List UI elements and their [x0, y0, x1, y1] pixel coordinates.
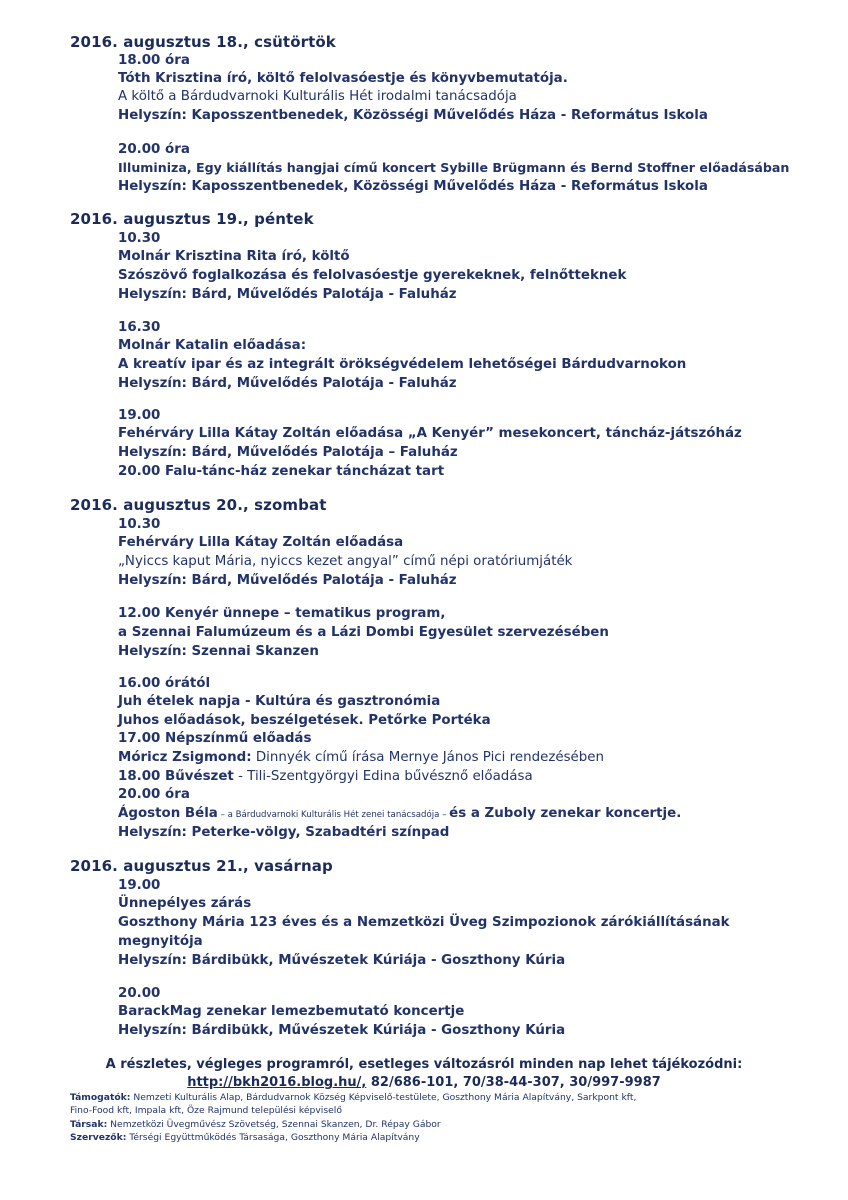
- event-venue: Helyszín: Kaposszentbenedek, Közösségi Művelődés Háza - Református Iskola: [118, 108, 708, 123]
- event-venue: Helyszín: Bárd, Művelődés Palotája - Faluház: [118, 287, 457, 302]
- event-venue: Helyszín: Kaposszentbenedek, Közösségi Művelődés Háza - Református Iskola: [118, 179, 708, 194]
- event-venue: Helyszín: Peterke-völgy, Szabadtéri színpad: [118, 825, 450, 840]
- event-venue: Helyszín: Bárd, Művelődés Palotája - Faluház: [118, 573, 457, 588]
- organizers-label: Szervezők:: [70, 1132, 127, 1143]
- event-title: 18.00 Bűvészet: [118, 769, 234, 784]
- event-description: Juhos előadások, beszélgetések. Petőrke Portéka: [118, 713, 491, 728]
- supporters-label: Támogatók:: [70, 1092, 131, 1103]
- event-line: [118, 749, 604, 767]
- event-title: BarackMag zenekar lemezbemutató koncertje: [118, 1004, 465, 1019]
- event-time: 19.00: [118, 878, 161, 893]
- event-time: 16.30: [118, 320, 161, 335]
- event-title: Ünnepélyes zárás: [118, 896, 252, 911]
- day-heading: 2016. augusztus 20., szombat: [70, 496, 327, 514]
- event-title: és a Zuboly zenekar koncertje.: [449, 806, 682, 821]
- supporters-list-continued: Fino-Food kft, Impala kft, Öze Rajmund települési képviselő: [70, 1105, 342, 1116]
- event-description: „Nyiccs kaput Mária, nyiccs kezet angyal” című népi oratóriumjáték: [118, 554, 573, 569]
- event-venue: Helyszín: Bárd, Művelődés Palotája – Faluház: [118, 445, 458, 460]
- event-description: A költő a Bárdudvarnoki Kulturális Hét irodalmi tanácsadója: [118, 89, 517, 104]
- event-time: 20.00 óra: [118, 142, 190, 157]
- partners-label: Társak:: [70, 1119, 108, 1130]
- partners-list: Nemzetközi Üvegművész Szövetség, Szennai Skanzen, Dr. Répay Gábor: [107, 1119, 441, 1130]
- event-title: Fehérváry Lilla Kátay Zoltán előadása: [118, 535, 404, 550]
- organizers-list: Térségi Együttműködés Társasága, Goszthony Mária Alapítvány: [126, 1132, 420, 1143]
- event-venue: Helyszín: Bárd, Művelődés Palotája - Faluház: [118, 376, 457, 391]
- event-title: Molnár Katalin előadása:: [118, 338, 307, 353]
- info-text: A részletes, végleges programról, esetleges változásról minden nap lehet tájékozódni:: [105, 1057, 743, 1072]
- event-venue: Helyszín: Bárdibükk, Művészetek Kúriája - Goszthony Kúria: [118, 1023, 566, 1038]
- event-description: Goszthony Mária 123 éves és a Nemzetközi Üveg Szimpozionok zárókiállításának: [118, 915, 730, 930]
- event-title: 17.00 Népszínmű előadás: [118, 731, 312, 746]
- event-time: 19.00: [118, 408, 161, 423]
- event-title: Molnár Krisztina Rita író, költő: [118, 249, 350, 264]
- author-name: Móricz Zsigmond:: [118, 750, 252, 765]
- event-description: Dinnyék című írása Mernye János Pici rendezésében: [251, 750, 605, 765]
- event-line: [118, 805, 681, 824]
- supporters-list: Nemzeti Kulturális Alap, Bárdudvarnok Község Képviselő-testülete, Goszthony Mária Alapítvány, Sarkpont kft,: [130, 1092, 637, 1103]
- day-heading: 2016. augusztus 19., péntek: [70, 210, 314, 228]
- event-description: a Szennai Falumúzeum és a Lázi Dombi Egyesület szervezésében: [118, 625, 609, 640]
- supporters-line: [70, 1092, 636, 1104]
- blog-link[interactable]: http://bkh2016.blog.hu/,: [187, 1075, 367, 1090]
- phone-numbers: 82/686-101, 70/38-44-307, 30/997-9987: [366, 1075, 661, 1090]
- event-extra: 20.00 Falu-tánc-ház zenekar táncházat tart: [118, 464, 445, 479]
- event-title: Tóth Krisztina író, költő felolvasóestje és könyvbemutatója.: [118, 71, 568, 86]
- event-venue: Helyszín: Szennai Skanzen: [118, 644, 319, 659]
- day-heading: 2016. augusztus 18., csütörtök: [70, 33, 336, 51]
- organizers-line: [70, 1132, 420, 1144]
- partners-line: [70, 1119, 441, 1131]
- event-time: 10.30: [118, 231, 161, 246]
- event-description: megnyitója: [118, 934, 203, 949]
- event-description: Szószövő foglalkozása és felolvasóestje gyerekeknek, felnőtteknek: [118, 268, 627, 283]
- event-time: 10.30: [118, 517, 161, 532]
- day-heading: 2016. augusztus 21., vasárnap: [70, 857, 333, 875]
- event-line: [118, 768, 533, 786]
- event-time: 20.00: [118, 986, 161, 1001]
- event-title: Fehérváry Lilla Kátay Zoltán előadása „A Kenyér” mesekoncert, táncház-játszóház: [118, 426, 742, 441]
- event-time: 18.00 óra: [118, 53, 190, 68]
- event-description: - Tili-Szentgyörgyi Edina bűvésznő előadása: [233, 769, 533, 784]
- event-description: A kreatív ipar és az integrált örökségvédelem lehetőségei Bárdudvarnokon: [118, 357, 687, 372]
- event-title: 12.00 Kenyér ünnepe – tematikus program,: [118, 606, 446, 621]
- performer-note: – a Bárdudvarnoki Kulturális Hét zenei tanácsadója –: [217, 810, 450, 820]
- contact-line: [0, 1075, 848, 1090]
- event-venue: Helyszín: Bárdibükk, Művészetek Kúriája - Goszthony Kúria: [118, 953, 566, 968]
- performer-name: Ágoston Béla: [118, 806, 218, 821]
- event-time: 20.00 óra: [118, 787, 190, 802]
- event-title: Illuminiza, Egy kiállítás hangjai című koncert Sybille Brügmann és Bernd Stoffner előadásában: [118, 160, 790, 175]
- event-time: 16.00 órától: [118, 676, 211, 691]
- event-title: Juh ételek napja - Kultúra és gasztronómia: [118, 694, 441, 709]
